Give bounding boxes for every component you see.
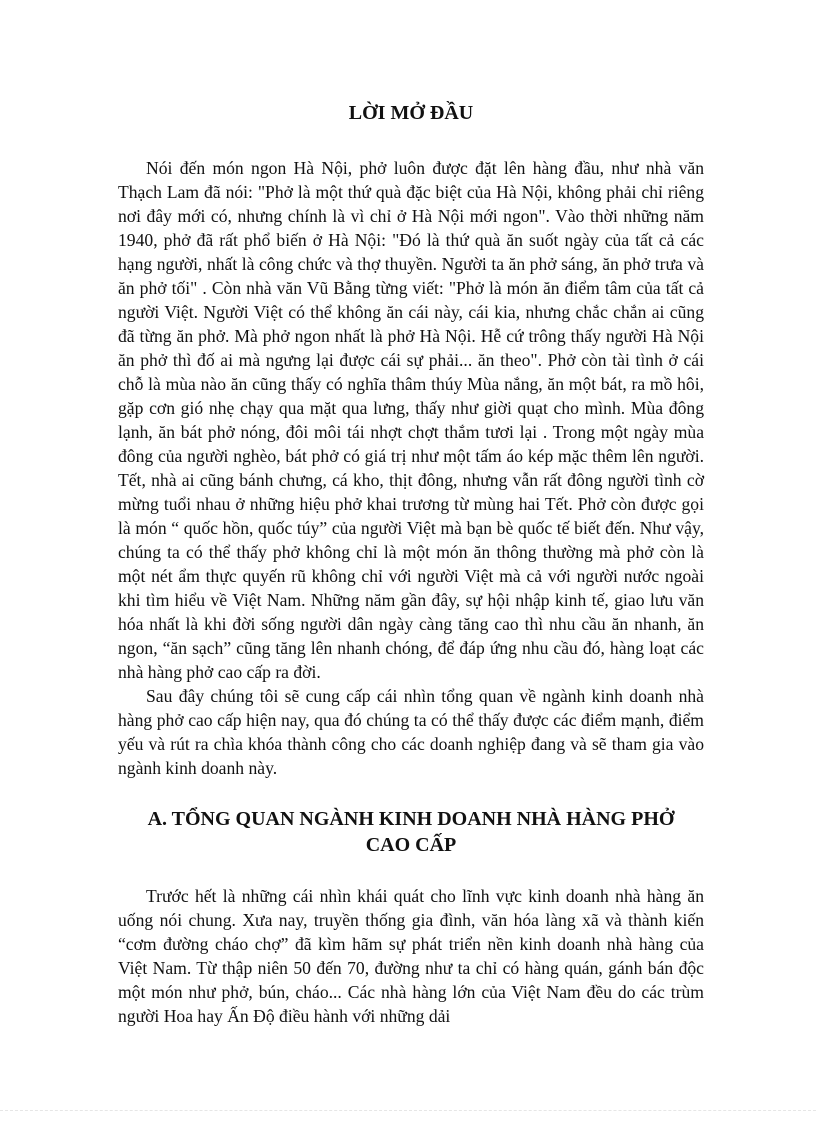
intro-paragraph-2: Sau đây chúng tôi sẽ cung cấp cái nhìn tổng quan về ngành kinh doanh nhà hàng phở cao cấp hiện nay, qua đó chúng ta có thể thấy được các điểm mạnh, điểm yếu và rút ra chìa khóa thành công cho các doanh nghiệp đang và sẽ tham gia vào ngành kinh doanh này.: [118, 686, 704, 778]
intro-paragraph-1: Nói đến món ngon Hà Nội, phở luôn được đặt lên hàng đầu, như nhà văn Thạch Lam đã nói: "Phở là một thứ quà đặc biệt của Hà Nội, không phải chỉ riêng nơi đây mới có, nhưng chính là vì chỉ ở Hà Nội mới ngon". Vào thời những năm 1940, phở đã rất phổ biến ở Hà Nội: "Đó là thứ quà ăn suốt ngày của tất cả các hạng người, nhất là công chức và thợ thuyền. Người ta ăn phở sáng, ăn phở trưa và ăn phở tối" . Còn nhà văn Vũ Bằng từng viết: "Phở là món ăn điểm tâm của tất cả người Việt. Người Việt có thể không ăn cái này, cái kia, nhưng chắc chắn ai cũng đã từng ăn phở. Mà phở ngon nhất là phở Hà Nội. Hễ cứ trông thấy người Hà Nội ăn phở thì đố ai mà ngưng lại được cái sự phải... ăn theo". Phở còn tài tình ở cái chỗ là mùa nào ăn cũng thấy có nghĩa thâm thúy Mùa nắng, ăn một bát, ra mồ hôi, gặp cơn gió nhẹ chạy qua mặt qua lưng, thấy như giời quạt cho mình. Mùa đông lạnh, ăn bát phở nóng, đôi môi tái nhợt chợt thắm tươi lại . Trong một ngày mùa đông của người nghèo, bát phở có giá trị như một tấm áo kép mặc thêm lên người. Tết, nhà ai cũng bánh chưng, cá kho, thịt đông, nhưng vẫn rất đông người tình cờ mừng tuổi nhau ở những hiệu phở khai trương từ mùng hai Tết. Phở còn được gọi là món “ quốc hồn, quốc túy” của người Việt mà bạn bè quốc tế biết đến. Như vậy, chúng ta có thể thấy phở không chỉ là một món ăn thông thường mà phở còn là một nét ẩm thực quyến rũ không chỉ với người Việt mà cả với người nước ngoài khi tìm hiểu về Việt Nam. Những năm gần đây, sự hội nhập kinh tế, giao lưu văn hóa nhất là khi đời sống người dân ngày càng tăng cao thì nhu cầu ăn nhanh, ăn ngon, “ăn sạch” cũng tăng lên nhanh chóng, để đáp ứng nhu cầu đó, hàng loạt các nhà hàng phở cao cấp ra đời.: [118, 158, 704, 682]
page-title: LỜI MỞ ĐẦU: [348, 102, 474, 124]
page-bottom-divider: [0, 1110, 816, 1111]
section-a-heading: A. TỔNG QUAN NGÀNH KINH DOANH NHÀ HÀNG PHỞ CAO CẤP: [147, 808, 675, 856]
section-a-paragraph: Trước hết là những cái nhìn khái quát cho lĩnh vực kinh doanh nhà hàng ăn uống nói chung. Xưa nay, truyền thống gia đình, văn hóa làng xã và thành kiến “cơm đường cháo chợ” đã kìm hãm sự phát triển nền kinh doanh nhà hàng của Việt Nam. Từ thập niên 50 đến 70, đường như ta chỉ có hàng quán, gánh bán độc một món như phở, bún, cháo... Các nhà hàng lớn của Việt Nam đều do các trùm người Hoa hay Ấn Độ điều hành với những dải: [118, 886, 704, 1026]
